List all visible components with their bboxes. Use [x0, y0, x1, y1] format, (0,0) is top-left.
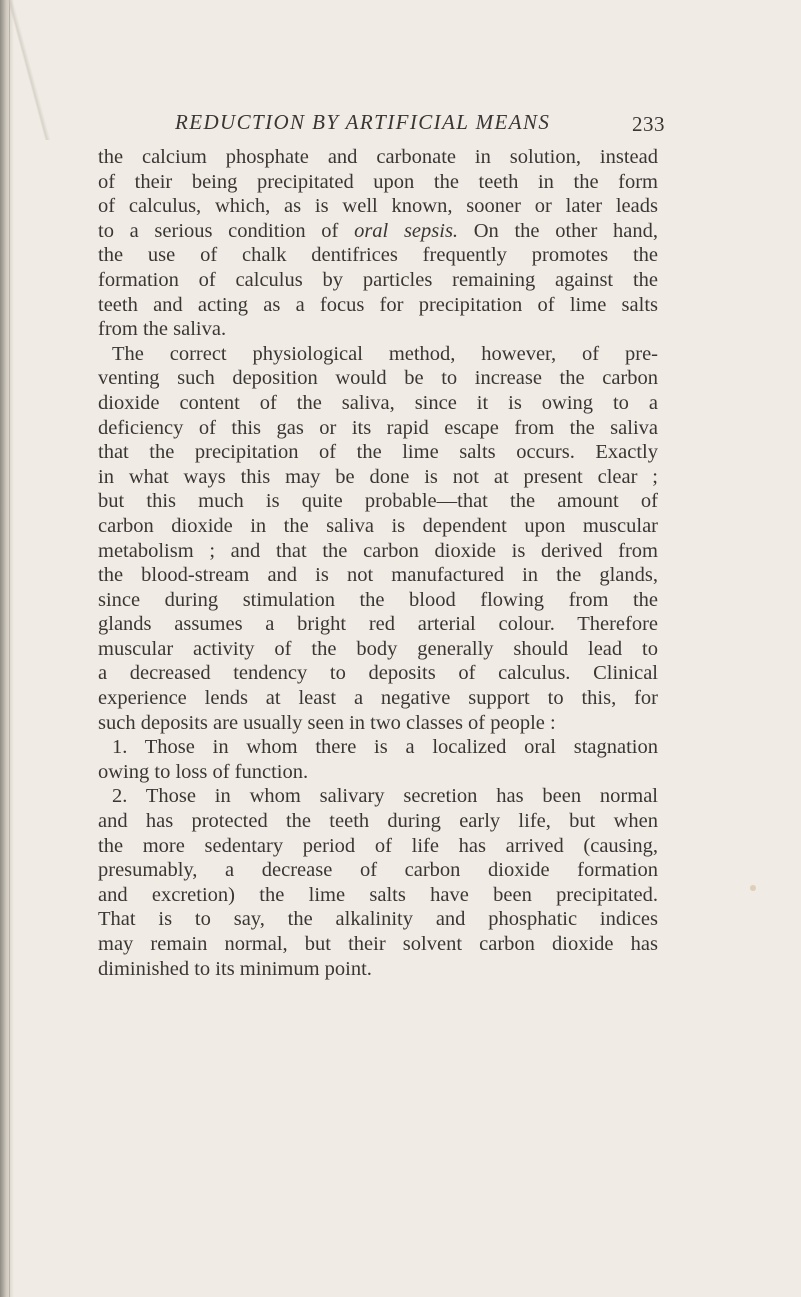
text-line: such deposits are usually seen in two classes of people : [98, 711, 556, 734]
text-line: and has protected the teeth during early life, but when [98, 810, 658, 833]
text-line: experience lends at least a negative support to this, for [98, 687, 658, 710]
text-line: of calculus, which, as is well known, sooner or later leads [98, 195, 658, 218]
list-item-2: 2. Those in whom salivary secretion has been normal [112, 785, 658, 808]
text-line: teeth and acting as a focus for precipitation of lime salts [98, 293, 658, 316]
text-line: may remain normal, but their solvent carbon dioxide has [98, 933, 658, 955]
text-line: in what ways this may be done is not at present clear ; [98, 465, 658, 488]
text-line: from the saliva. [98, 318, 227, 341]
emphasis-oral-sepsis: oral sepsis. [354, 219, 459, 242]
text-line: owing to loss of function. [98, 760, 309, 783]
text-line: a decreased tendency to deposits of calculus. Clinical [98, 662, 658, 685]
text-line: the blood-stream and is not manufactured in the glands, [98, 564, 658, 587]
text-line-with-emphasis [98, 219, 658, 244]
text-line: metabolism ; and that the carbon dioxide is derived from [98, 539, 658, 562]
page-number: 233 [632, 112, 665, 136]
text-line: but this much is quite probable—that the amount of [98, 490, 658, 513]
text-line: carbon dioxide in the saliva is dependent upon muscular [98, 514, 658, 537]
text-line: the more sedentary period of life has arrived (causing, [98, 834, 658, 857]
body-text [98, 145, 658, 981]
text-segment: On the other hand, [458, 219, 658, 242]
running-title: REDUCTION BY ARTIFICIAL MEANS [175, 110, 551, 134]
binding-gutter [0, 0, 14, 1297]
text-line: diminished to its minimum point. [98, 957, 372, 980]
text-line: presumably, a decrease of carbon dioxide formation [98, 859, 658, 882]
text-line: and excretion) the lime salts have been precipitated. [98, 883, 658, 906]
text-line: deficiency of this gas or its rapid escape from the saliva [98, 416, 658, 439]
text-line: formation of calculus by particles remaining against the [98, 268, 658, 291]
list-item-1: 1. Those in whom there is a localized oral stagnation [112, 736, 658, 759]
text-line: The correct physiological method, however, of pre- [112, 342, 658, 365]
text-line: That is to say, the alkalinity and phosphatic indices [98, 908, 658, 931]
gutter-line [9, 0, 10, 1297]
page-fold-mark [0, 0, 60, 140]
text-line: dioxide content of the saliva, since it is owing to a [98, 391, 658, 414]
text-line: of their being precipitated upon the teeth in the form [98, 170, 658, 193]
text-line: muscular activity of the body generally should lead to [98, 637, 658, 660]
text-line: the calcium phosphate and carbonate in solution, instead [98, 146, 658, 168]
text-line: the use of chalk dentifrices frequently promotes the [98, 244, 658, 267]
paper-stain [750, 885, 756, 891]
text-line: venting such deposition would be to increase the carbon [98, 367, 658, 390]
text-line: since during stimulation the blood flowing from the [98, 588, 658, 611]
text-segment: to a serious condition of [98, 219, 355, 242]
running-head [175, 110, 665, 140]
text-line: that the precipitation of the lime salts occurs. Exactly [98, 441, 658, 464]
text-line: glands assumes a bright red arterial colour. Therefore [98, 613, 658, 636]
